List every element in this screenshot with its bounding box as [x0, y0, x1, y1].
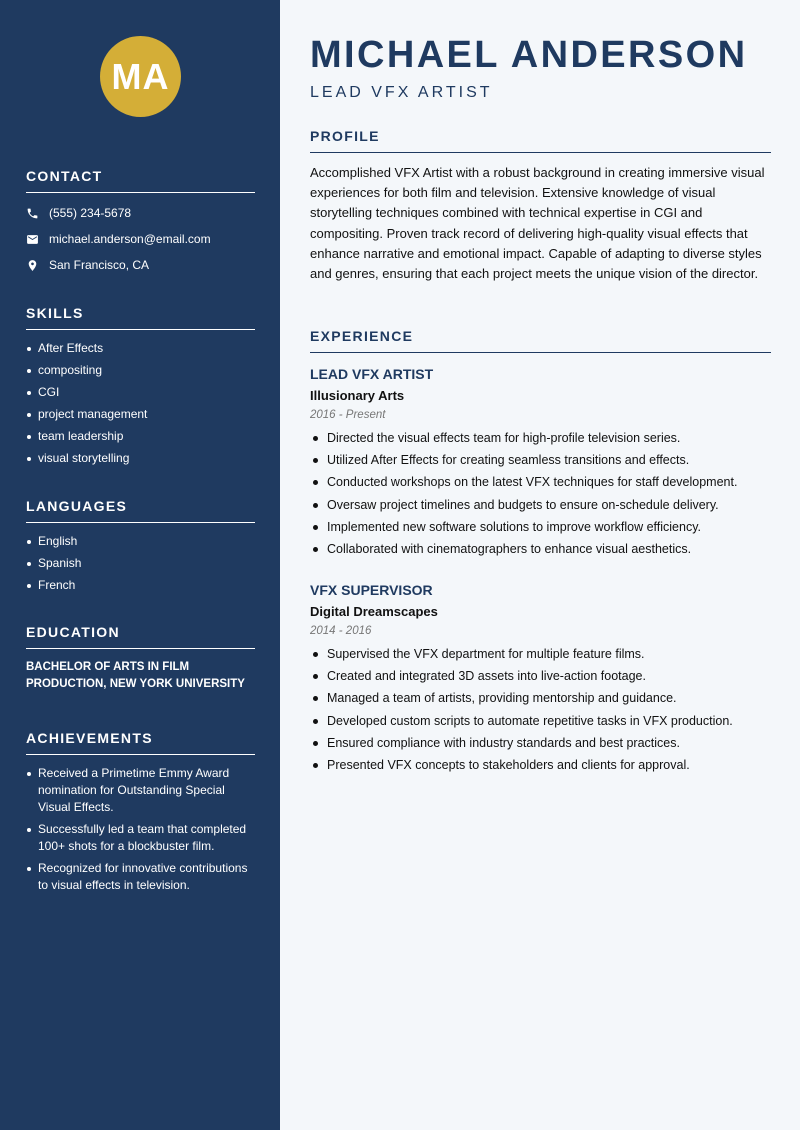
- skill-item: project management: [26, 406, 255, 423]
- profile-heading: PROFILE: [310, 128, 771, 153]
- job-title: LEAD VFX ARTIST: [310, 366, 434, 382]
- job-company: Illusionary Arts: [310, 388, 405, 403]
- job-title: VFX SUPERVISOR: [310, 582, 433, 598]
- achievements-heading: ACHIEVEMENTS: [26, 730, 255, 755]
- achievement-item: Received a Primetime Emmy Award nomination for Outstanding Special Visual Effects.: [26, 765, 255, 816]
- job-bullet: Ensured compliance with industry standards and best practices.: [310, 734, 771, 752]
- skills-heading: SKILLS: [26, 305, 255, 330]
- contact-heading: CONTACT: [26, 168, 255, 193]
- education-degree: BACHELOR OF ARTS IN FILM PRODUCTION, NEW YORK UNIVERSITY: [26, 661, 245, 690]
- achievement-item: Recognized for innovative contributions to visual effects in television.: [26, 860, 255, 894]
- job-entry: [310, 366, 771, 562]
- location-text: San Francisco, CA: [49, 258, 150, 272]
- job-dates: 2014 - 2016: [310, 625, 372, 637]
- job-bullet: Created and integrated 3D assets into live-action footage.: [310, 667, 771, 685]
- experience-heading: EXPERIENCE: [310, 328, 771, 353]
- job-bullet: Supervised the VFX department for multiple feature films.: [310, 645, 771, 663]
- contact-location: [26, 252, 255, 278]
- phone-icon: [26, 207, 39, 220]
- languages-section: [26, 498, 255, 599]
- skill-item: After Effects: [26, 340, 255, 357]
- language-item: Spanish: [26, 555, 255, 572]
- job-bullet: Presented VFX concepts to stakeholders and clients for approval.: [310, 756, 771, 774]
- skill-item: visual storytelling: [26, 450, 255, 467]
- skills-section: [26, 305, 255, 472]
- job-bullet: Collaborated with cinematographers to enhance visual aesthetics.: [310, 540, 771, 558]
- job-entry: [310, 582, 771, 778]
- contact-section: [26, 168, 255, 278]
- avatar: [100, 36, 181, 117]
- avatar-initials: MA: [111, 55, 170, 97]
- education-heading: EDUCATION: [26, 624, 255, 649]
- achievements-list: [26, 765, 255, 894]
- sidebar: [0, 0, 280, 1130]
- contact-phone: [26, 200, 255, 226]
- job-bullet: Implemented new software solutions to improve workflow efficiency.: [310, 518, 771, 536]
- skills-list: [26, 340, 255, 467]
- job-bullet-list: [310, 429, 771, 558]
- skill-item: team leadership: [26, 428, 255, 445]
- languages-list: [26, 533, 255, 594]
- job-bullet: Directed the visual effects team for high-profile television series.: [310, 429, 771, 447]
- candidate-name: MICHAEL ANDERSON: [310, 34, 748, 76]
- language-item: English: [26, 533, 255, 550]
- language-item: French: [26, 577, 255, 594]
- job-company: Digital Dreamscapes: [310, 604, 438, 619]
- phone-link[interactable]: (555) 234-5678: [49, 206, 132, 220]
- contact-email: [26, 226, 255, 252]
- job-bullet: Oversaw project timelines and budgets to ensure on-schedule delivery.: [310, 496, 771, 514]
- email-icon: [26, 233, 39, 246]
- achievements-section: [26, 730, 255, 899]
- job-bullet: Conducted workshops on the latest VFX techniques for staff development.: [310, 473, 771, 491]
- profile-text: Accomplished VFX Artist with a robust background in creating immersive visual experiences for both film and television. Extensive knowledge of visual storytelling techniques combined with technical expertise in CGI and compositing. Proven track record of delivering high-quality visual effects that enhance narrative and emotional impact. Capable of adapting to diverse styles and genres, ensuring that each project meets the unique vision of the director.: [310, 165, 765, 282]
- candidate-role: LEAD VFX ARTIST: [310, 84, 493, 101]
- job-bullet: Managed a team of artists, providing mentorship and guidance.: [310, 689, 771, 707]
- email-link[interactable]: michael.anderson@email.com: [49, 232, 211, 246]
- skill-item: compositing: [26, 362, 255, 379]
- skill-item: CGI: [26, 384, 255, 401]
- education-section: [26, 624, 255, 693]
- location-pin-icon: [26, 259, 39, 272]
- job-bullet: Developed custom scripts to automate repetitive tasks in VFX production.: [310, 712, 771, 730]
- job-bullet-list: [310, 645, 771, 774]
- job-dates: 2016 - Present: [310, 409, 386, 421]
- achievement-item: Successfully led a team that completed 100+ shots for a blockbuster film.: [26, 821, 255, 855]
- languages-heading: LANGUAGES: [26, 498, 255, 523]
- job-bullet: Utilized After Effects for creating seamless transitions and effects.: [310, 451, 771, 469]
